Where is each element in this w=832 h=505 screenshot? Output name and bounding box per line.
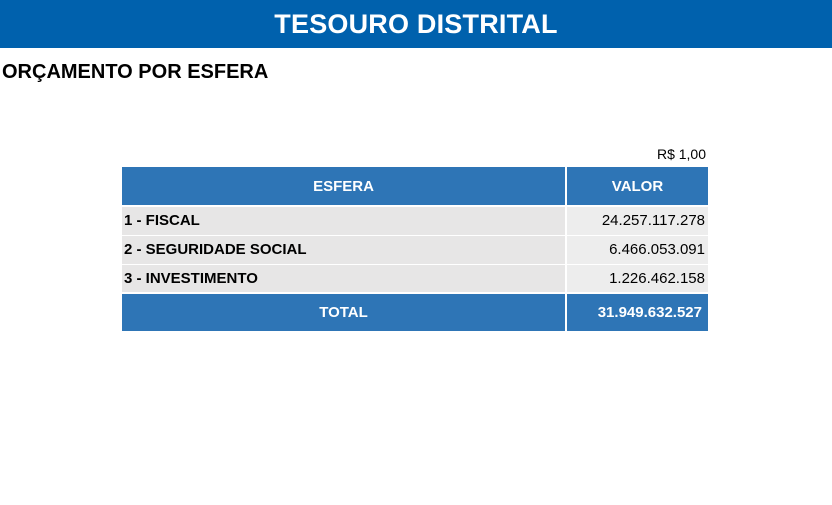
row-valor-cell: 1.226.462.158 xyxy=(566,264,708,293)
row-valor-cell: 24.257.117.278 xyxy=(566,206,708,235)
row-valor-cell: 6.466.053.091 xyxy=(566,235,708,264)
budget-table xyxy=(122,167,708,331)
total-row xyxy=(122,293,708,331)
table-header-row xyxy=(122,167,708,206)
total-valor-cell: 31.949.632.527 xyxy=(566,293,708,331)
banner-title: TESOURO DISTRITAL xyxy=(274,8,558,39)
row-esfera-cell: 3 - INVESTIMENTO xyxy=(122,264,566,293)
row-esfera-cell: 1 - FISCAL xyxy=(122,206,566,235)
column-header-valor: VALOR xyxy=(566,167,708,206)
table-row xyxy=(122,264,708,293)
top-banner xyxy=(0,0,832,48)
table-row xyxy=(122,206,708,235)
column-header-esfera: ESFERA xyxy=(122,167,566,206)
total-label-cell: TOTAL xyxy=(122,293,566,331)
row-esfera-cell: 2 - SEGURIDADE SOCIAL xyxy=(122,235,566,264)
unit-label: R$ 1,00 xyxy=(656,146,706,162)
table-row xyxy=(122,235,708,264)
section-title: ORÇAMENTO POR ESFERA xyxy=(2,61,269,83)
